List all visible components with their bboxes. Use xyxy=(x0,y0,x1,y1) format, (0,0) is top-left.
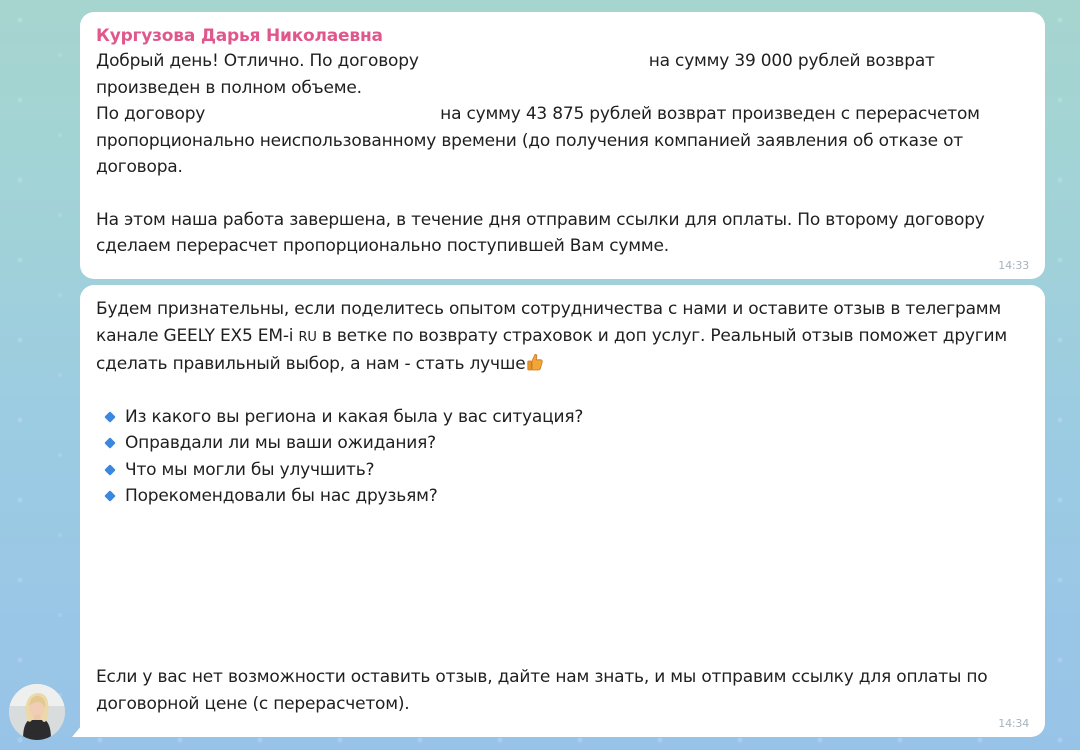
diamond-bullet-icon xyxy=(104,464,115,475)
message-line: договорной цене (с перерасчетом). xyxy=(96,693,410,714)
message-text: на сумму 39 000 рублей возврат xyxy=(648,51,935,71)
diamond-bullet-icon xyxy=(104,438,115,449)
message-timestamp: 14:33 xyxy=(998,259,1029,272)
message-timestamp: 14:34 xyxy=(998,717,1029,730)
message-line: Будем признательны, если поделитесь опытом сотрудничества с нами и оставите отзыв в телеграмм xyxy=(96,299,1002,319)
message-line xyxy=(96,351,1029,378)
flag-ru: RU xyxy=(298,329,317,345)
bubble-tail xyxy=(72,725,82,737)
message-bubble[interactable] xyxy=(80,285,1045,737)
thumbs-up-icon xyxy=(527,353,543,371)
message-bubble[interactable] xyxy=(80,12,1045,279)
message-text: Добрый день! Отлично. По договору xyxy=(96,51,419,71)
message-line: Если у вас нет возможности оставить отзыв, дайте нам знать, и мы отправим ссылку для оплаты по xyxy=(96,667,988,687)
question-text: Из какого вы региона и какая была у вас ситуация? xyxy=(125,406,584,427)
message-text: канале GEELY EX5 EM-i xyxy=(96,325,299,346)
question-text: Оправдали ли мы ваши ожидания? xyxy=(125,433,436,453)
message-line xyxy=(96,101,1029,128)
message-line xyxy=(96,48,1029,75)
message-text: По договору xyxy=(96,104,206,124)
message-text: сделать правильный выбор, а нам - стать лучше xyxy=(96,354,526,374)
question-text: Порекомендовали бы нас друзьям? xyxy=(125,486,438,506)
message-line: произведен в полном объеме. xyxy=(96,77,362,98)
list-item xyxy=(104,483,1029,510)
message-text: на сумму 43 875 рублей возврат произведен с перерасчетом xyxy=(440,104,980,124)
list-item xyxy=(104,404,1029,431)
sender-name[interactable]: Кургузова Дарья Николаевна xyxy=(96,26,383,46)
sender-avatar[interactable] xyxy=(9,684,65,740)
message-line: На этом наша работа завершена, в течение дня отправим ссылки для оплаты. По второму договору xyxy=(96,209,985,230)
diamond-bullet-icon xyxy=(104,411,115,422)
message-line: пропорционально неиспользованному времени (до получения компанией заявления об отказе от xyxy=(96,130,963,151)
message-footer xyxy=(96,664,988,717)
diamond-bullet-icon xyxy=(104,491,115,502)
paragraph-gap xyxy=(96,181,1029,207)
message-line: договора. xyxy=(96,157,183,177)
list-item xyxy=(104,457,1029,484)
list-item xyxy=(104,430,1029,457)
message-line xyxy=(96,323,1029,352)
message-line: сделаем перерасчет пропорционально поступившей Вам сумме. xyxy=(96,236,669,256)
question-text: Что мы могли бы улучшить? xyxy=(125,459,375,480)
question-list xyxy=(96,404,1029,510)
paragraph-gap xyxy=(96,378,1029,404)
message-text: в ветке по возврату страховок и доп услуг. Реальный отзыв поможет другим xyxy=(316,325,1007,346)
